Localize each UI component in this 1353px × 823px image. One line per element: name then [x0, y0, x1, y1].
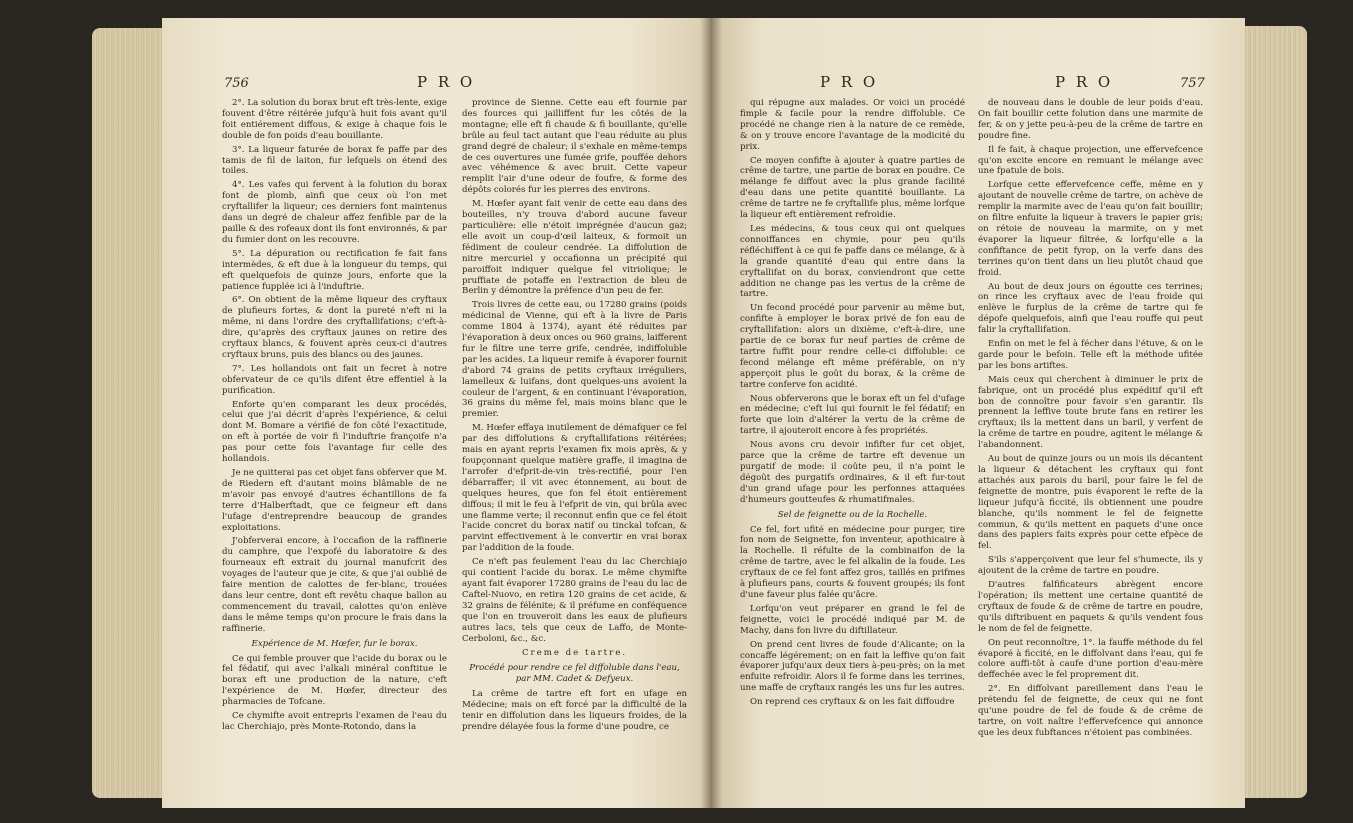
paragraph: 3°. La liqueur faturée de borax fe paffe par des tamis de fil de laiton, fur lefquels on étend des toiles.: [222, 144, 447, 177]
paragraph: M. Hœfer ayant fait venir de cette eau dans des bouteilles, n'y trouva d'abord aucune faveur particulière: elle n'étoit imprégnée d'aucun gaz; elle avoit un coup-d'œil laiteux, & formoit un fédiment de couleur cendrée. La diffolution de nitre mercuriel y occafionna un précipité qui paroiffoit indiquer quelque fel vitriolique; le pruffiate de potaffe en l'extraction de bleu de Berlin y démontre la préfence d'un peu de fer.: [462, 199, 687, 297]
paragraph: de nouveau dans le double de leur poids d'eau. On fait bouillir cette folution dans une marmite de fer, & on y jette peu-à-peu de la crême de tartre en poudre fine.: [978, 98, 1203, 141]
right-page-number: 757: [1180, 76, 1205, 91]
open-book: [92, 18, 1307, 808]
right-running-head: P R O: [1055, 73, 1114, 91]
paragraph: S'ils s'apperçoivent que leur fel s'humecte, ils y ajoutent de la crême de tartre en poudre.: [978, 555, 1203, 577]
left-page: [162, 18, 710, 808]
paragraph: 7°. Les hollandois ont fait un fecret à notre obfervateur de ce qu'ils difent être effentiel à la purification.: [222, 363, 447, 396]
paragraph: qui répugne aux malades. Or voici un procédé fimple & facile pour la rendre diffoluble. Ce procédé ne change rien à la nature de ce remède, & on y trouve encore l'avantage de la modicité du prix.: [740, 98, 965, 152]
paragraph: province de Sienne. Cette eau eft fournie par des fources qui jailliffent fur les côtés de la montagne; elle eft fi chaude & fi bouillante, qu'elle brûle au feul tact autant que l'eau réduite au plus grand degré de chaleur; il s'exhale en même-temps de ces ouvertures une fumée grife, pouffée dehors avec véhémence & avec bruit. Cette vapeur remplit l'air d'une odeur de foufre, & forme des dépôts colorés fur les pierres des environs.: [462, 98, 687, 196]
right-running-head-left: P R O: [820, 73, 879, 91]
paragraph: Enforte qu'en comparant les deux procédés, celui que j'ai décrit d'après l'expérience, & celui dont M. Bomare a vérifié de fon côté l'exactitude, on eft à portée de voir fi l'induftrie françoife n'a pas pour cette fois l'avantage fur celle des hollandois.: [222, 399, 447, 465]
paragraph: Lorfque cette effervefcence ceffe, même en y ajoutant de nouvelle crême de tartre, on achève de remplir la marmite avec de l'eau qu'on fait bouillir; on filtre enfuite la liqueur à travers le papier gris; on rétoie de nouveau la marmite, on y met évaporer la liqueur filtrée, & lorfqu'elle a la confiftance de petit fyrop, on la verfe dans des terrines qu'on tient dans un lieu plutôt chaud que froid.: [978, 180, 1203, 278]
paragraph: Les médecins, & tous ceux qui ont quelques connoiffances en chymie, pour peu qu'ils réfléchiffent à ce qui fe paffe dans ce mélange, & à la grande quantité d'eau qui entre dans la cryftallifat on du borax, conviendront que cette addition ne change pas les vertus de la crême de tartre.: [740, 223, 965, 300]
paragraph: Ce n'eft pas feulement l'eau du lac Cherchiajo qui contient l'acide du borax. Le même chymifte ayant fait évaporer 17280 grains de l'eau du lac de Caftel-Nuovo, en retira 120 grains de cet acide, & 32 grains de félénite; & il préfume en conféquence que l'on en trouveroit dans les eaux de plufieurs autres lacs, tels que ceux de Laffo, de Monte-Cerboloni, &c., &c.: [462, 557, 687, 644]
paragraph: Il fe fait, à chaque projection, une effervefcence qu'on excite encore en remuant le mélange avec une fpatule de bois.: [978, 144, 1203, 177]
left-page-number: 756: [224, 76, 249, 91]
paragraph: Un fecond procédé pour parvenir au même but, confifte à employer le borax privé de fon eau de cryftallifation: alors un dixième, c'eft-à-dire, une partie de ce borax fur neuf parties de crême de tartre fuffit pour rendre celle-ci diffoluble: ce fecond mélange eft même préférable, on n'y apperçoit plus le goût du borax, & la crême de tartre conferve fon acidité.: [740, 303, 965, 390]
paragraph: La crême de tartre eft fort en ufage en Médecine; mais on eft forcé par la difficulté de la tenir en diffolution dans les liqueurs froides, de la prendre délayée fous la forme d'une poudre, ce: [462, 689, 687, 732]
paragraph: J'obferverai encore, à l'occafion de la raffinerie du camphre, que l'expofé du laboratoire & des fourneaux eft extrait du journal manufcrit des voyages de l'auteur que je cite, & que j'ai oublié de faire mention de calottes de fer-blanc, trouées dans leur centre, dont eft revêtu chaque ballon au commencement du travail, calottes qu'on enlève dans le même temps qu'on procure le frais dans la raffinerie.: [222, 536, 447, 634]
paragraph: Nous obferverons que le borax eft un fel d'ufage en médecine; c'eft lui qui fournit le fel fédatif; en forte que loin d'altérer la vertu de la crême de tartre, il ajouteroit encore à fes propriétés.: [740, 393, 965, 437]
paragraph: M. Hœfer effaya inutilement de démafquer ce fel par des diffolutions & cryftallifations réitérées; mais en ayant repris l'examen fix mois après, & y foupçonnant quelque matière graffe, il imagina de l'arrofer d'efprit-de-vin très-rectifié, pour l'en débarraffer; il vit avec étonnement, au bout de quelques heures, que fon fel étoit entièrement diffous; il mit le feu à l'efprit de vin, qui brûla avec une flamme verte; il reconnut enfin que ce fel étoit l'acide concret du borax natif ou tinckal tofcan, & parvint effectivement à le convertir en vrai borax par l'addition de la foude.: [462, 423, 687, 554]
paragraph: Ce chymifte avoit entrepris l'examen de l'eau du lac Cherchiajo, près Monte-Rotondo, dans la: [222, 711, 447, 732]
left-running-head: P R O: [417, 73, 476, 91]
paragraph: Enfin on met le fel à fécher dans l'étuve, & on le garde pour le befoin. Telle eft la méthode ufitée par les bons artiftes.: [978, 339, 1203, 371]
paragraph: Ce qui femble prouver que l'acide du borax ou le fel fédatif, qui avec l'alkali minéral conftitue le borax eft une production de la nature, c'eft l'expérience de M. Hœfer, directeur des pharmacies de Tofcane.: [222, 653, 447, 708]
left-page-edges: [92, 28, 167, 798]
paragraph: On peut reconnoître, 1°. la fauffe méthode du fel évaporé à ficcité, en le diffolvant dans l'eau, qui fe colore auffi-tôt à caufe d'une portion d'eau-mère deffechée avec le fel proprement dit.: [978, 637, 1203, 681]
right-page-edges: [1245, 26, 1307, 798]
paragraph: Trois livres de cette eau, ou 17280 grains (poids médicinal de Vienne, qui eft à la livre de Paris comme 1804 à 1374), ayant été réduites par l'évaporation à deux onces ou 960 grains, laifferent fur le filtre une terre grife, cendrée, indiffoluble par les acides. La liqueur remife à évaporer fournit d'abord 74 grains de petits cryftaux irréguliers, lamelleux & luifans, dont quelques-uns avoient la couleur de l'argent, & en continuant l'évaporation, 36 grains du même fel, mais moins blanc que le premier.: [462, 300, 687, 420]
right-column-1: [740, 98, 965, 711]
paragraph: Je ne quitterai pas cet objet fans obferver que M. de Riedern eft d'autant moins blâmable de ne m'avoir pas envoyé d'autres échantillons de fa terre d'Halberftadt, que ce feigneur eft dans l'ufage d'entreprendre beaucoup de grandes exploitations.: [222, 468, 447, 533]
paragraph: D'autres falfificateurs abrègent encore l'opération; ils mettent une certaine quantité de cryftaux de foude & de crême de tartre en poudre, qu'ils diftribuent en paquets & qu'ils vendent fous le nom de fel de feignette.: [978, 580, 1203, 634]
right-page: [710, 18, 1245, 808]
paragraph: Au bout de deux jours on égoutte ces terrines; on rince les cryftaux avec de l'eau froide qui enlève le furplus de la crême de tartre qui fe dépofe quelquefois, ainfi que l'eau rouffe qui peut falir la cryftallifation.: [978, 281, 1203, 336]
section-subheading: Procédé pour rendre ce fel diffoluble dans l'eau, par MM. Cadet & Defyeux.: [469, 663, 680, 685]
paragraph: On reprend ces cryftaux & on les fait diffoudre: [750, 697, 955, 708]
paragraph: Nous avons cru devoir infifter fur cet objet, parce que la crême de tartre eft devenue un purgatif de mode: il coûte peu, il n'a point le dégoût des purgatifs ordinaires, & il eft fur-tout d'un grand ufage pour les perfonnes attaquées d'humeurs goutteufes & rhumatifmales.: [740, 440, 965, 505]
section-heading: Expérience de M. Hœfer, fur le borax.: [251, 638, 418, 649]
paragraph: 5°. La dépuration ou rectification fe fait fans intermèdes, & eft due à la longueur du temps, qui eft quelquefois de quinze jours, enforte que la patience fupplée ici à l'induftrie.: [222, 248, 447, 292]
paragraph: 6°. On obtient de la même liqueur des cryftaux de plufieurs fortes, & dont la pureté n'eft ni la même, ni dans l'ordre des cryftallifations; c'eft-à-dire, qu'après des cryftaux jaunes on retire des cryftaux blancs, & fouvent après ceux-ci d'autres cryftaux bruns, puis des blancs ou des jaunes.: [222, 295, 447, 360]
right-column-2: [978, 98, 1203, 742]
section-heading: Creme de tartre.: [521, 648, 628, 659]
left-column-2: [462, 98, 687, 736]
paragraph: Mais ceux qui cherchent à diminuer le prix de fabrique, ont un procédé plus expéditif qu'il eft bon de connoître pour favoir s'en garantir. Ils prennent la leffive toute brute fans en retirer les cryftaux; ils la mettent dans un baril, y verfent de la crême de tartre en poudre, agitent le mélange & l'abandonnent.: [978, 374, 1203, 451]
paragraph: 2°. La solution du borax brut eft très-lente, exige fouvent d'être réitérée jufqu'à huit fois avant qu'il foit entiérement diffous, & exige à chaque fois le double de fon poids d'eau bouillante.: [222, 98, 447, 141]
paragraph: 2°. En diffolvant pareillement dans l'eau le prétendu fel de feignette, de ceux qui ne font qu'une poudre de fel de foude & de crême de tartre, on voit naître l'effervefcence qui annonce que les deux fubftances n'étoient pas combinées.: [978, 684, 1203, 738]
paragraph: Au bout de quinze jours ou un mois ils décantent la liqueur & détachent les cryftaux qui font attachés aux parois du baril, pour faire le fel de feignette de montre, puis évaporent le refte de la liqueur jufqu'à ficcité, ils obtiennent une poudre blanche, qu'ils nomment le fel de feignette commun, & qu'ils mettent en paquets d'une once dans des papiers faits exprès pour cette efpèce de fel.: [978, 454, 1203, 552]
left-column-1: [222, 98, 447, 736]
paragraph: On prend cent livres de foude d'Alicante; on la concaffe légérement; on en fait la leffive qu'on fait évaporer jufqu'aux deux tiers à-peu-près; on la met enfuite refroidir. Alors il fe forme dans les terrines, une maffe de cryftaux rangés les uns fur les autres.: [740, 639, 965, 694]
paragraph: Ce fel, fort ufité en médecine pour purger, tire fon nom de Seignette, fon inventeur, apothicaire à la Rochelle. Il réfulte de la combinaifon de la crême de tartre, avec le fel alkalin de la foude. Les cryftaux de ce fel font affez gros, taillés en prifmes à plufieurs pans, courts & fouvent groupés; ils font d'une faveur plus falée qu'âcre.: [740, 524, 965, 600]
paragraph: Lorfqu'on veut préparer en grand le fel de feignette, voici le procédé indiqué par M. de Machy, dans fon livre du diftillateur.: [740, 603, 965, 636]
section-heading: Sel de feignette ou de la Rochelle.: [777, 509, 928, 520]
book-gutter: [700, 18, 722, 808]
paragraph: 4°. Les vafes qui fervent à la folution du borax font de plomb, ainfi que ceux où l'on met cryftallifer la liqueur; ces derniers font maintenus dans un degré de chaleur affez fenfible par de la paille & des rofeaux dont ils font environnés, & par du fumier dont on les recouvre.: [222, 180, 447, 245]
paragraph: Ce moyen confifte à ajouter à quatre parties de crême de tartre, une partie de borax en poudre. Ce mélange fe diffout avec la plus grande facilité d'eau dans une petite quantité bouillante. La crême de tartre ne fe cryftallife plus, même lorfque la liqueur eft entièrement refroidie.: [740, 155, 965, 221]
